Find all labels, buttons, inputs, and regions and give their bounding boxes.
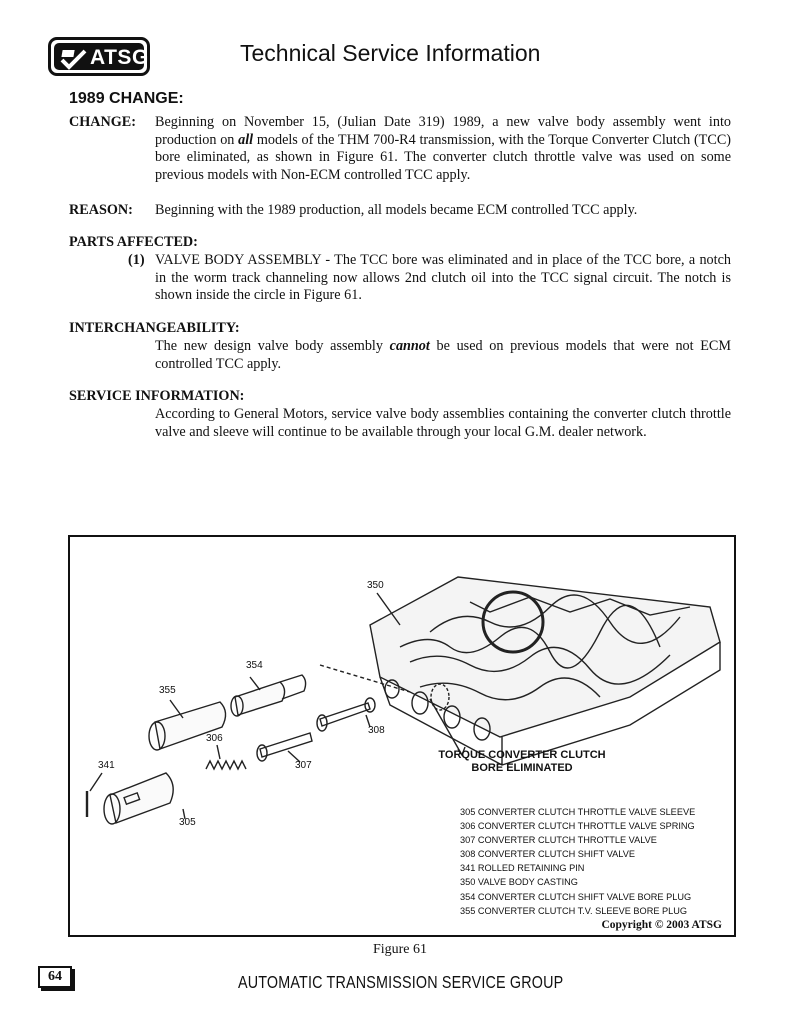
tcc-bore-note [430,749,614,775]
reason-label: REASON: [69,202,133,218]
legend-row: 354 CONVERTER CLUTCH SHIFT VALVE BORE PLUG [460,891,692,902]
interchangeability-emphasis: cannot [389,338,430,354]
parts-affected-label: PARTS AFFECTED: [69,234,198,250]
interchangeability-text-end: be used on previous models that were not ECM controlled TCC apply. [155,338,731,372]
legend-row: 341 ROLLED RETAINING PIN [460,863,585,874]
section-title: 1989 CHANGE: [69,90,184,107]
callout-308: 308 [368,725,385,736]
legend-row: 355 CONVERTER CLUTCH T.V. SLEEVE BORE PLUG [460,905,688,916]
footer-org-name: AUTOMATIC TRANSMISSION SERVICE GROUP [238,972,564,992]
interchangeability-label: INTERCHANGEABILITY: [69,320,240,336]
checkmark-flag-icon [60,48,88,72]
change-label: CHANGE: [69,114,136,130]
parts-affected-text: VALVE BODY ASSEMBLY - The TCC bore was eliminated and in place of the TCC bore, a notch in the worm track channeling now allows 2nd clutch oil into the TCC signal circuit. The notch is shown inside the circle in Figure 61. [155,252,731,303]
legend-row: 306 CONVERTER CLUTCH THROTTLE VALVE SPRING [460,821,695,832]
callout-354: 354 [246,660,263,671]
tcc-bore-note-line1: TORQUE CONVERTER CLUTCH [438,749,606,761]
page-title: Technical Service Information [240,40,541,66]
change-text [155,114,731,184]
change-text-end: models of the THM 700-R4 transmission, with the Torque Converter Clutch (TCC) bore eliminated, as shown in Figure 61. The converter clutch throttle valve was used on some previous models with Non-ECM controlled TCC apply. [155,131,732,183]
throttle-valve-spring [206,761,246,769]
legend-row: 308 CONVERTER CLUTCH SHIFT VALVE [460,849,635,860]
parts-legend [460,805,695,918]
callout-350: 350 [367,580,384,591]
tcc-bore-note-line2: BORE ELIMINATED [471,762,573,774]
copyright-notice: Copyright © 2003 ATSG [601,919,722,931]
legend-row: 305 CONVERTER CLUTCH THROTTLE VALVE SLEEVE [460,807,696,817]
change-text-start: Beginning on November 15, (Julian Date 319) 1989, a new valve body assembly went into production on [155,114,731,148]
callout-306: 306 [206,733,223,744]
callout-355: 355 [159,685,176,696]
throttle-valve [260,733,312,757]
figure-61 [68,535,736,937]
callout-305: 305 [179,817,196,828]
service-info-label: SERVICE INFORMATION: [69,388,245,404]
interchangeability-text [155,338,731,373]
atsg-logo [48,37,150,76]
callout-341: 341 [98,760,115,771]
service-info-text: According to General Motors, service valve body assemblies containing the converter clutch throttle valve and sleeve will continue to be available through your local G.M. dealer network. [155,406,731,440]
page-number: 64 [38,966,72,988]
figure-caption: Figure 61 [372,942,428,957]
interchangeability-text-start: The new design valve body assembly [155,338,390,354]
callout-307: 307 [295,760,312,771]
change-emphasis: all [238,131,254,148]
legend-row: 307 CONVERTER CLUTCH THROTTLE VALVE [460,835,657,846]
logo-text: ATSG [90,46,149,69]
reason-text: Beginning with the 1989 production, all models became ECM controlled TCC apply. [155,202,638,218]
legend-row: 350 VALVE BODY CASTING [460,877,578,888]
parts-item-number: (1) [128,252,145,268]
